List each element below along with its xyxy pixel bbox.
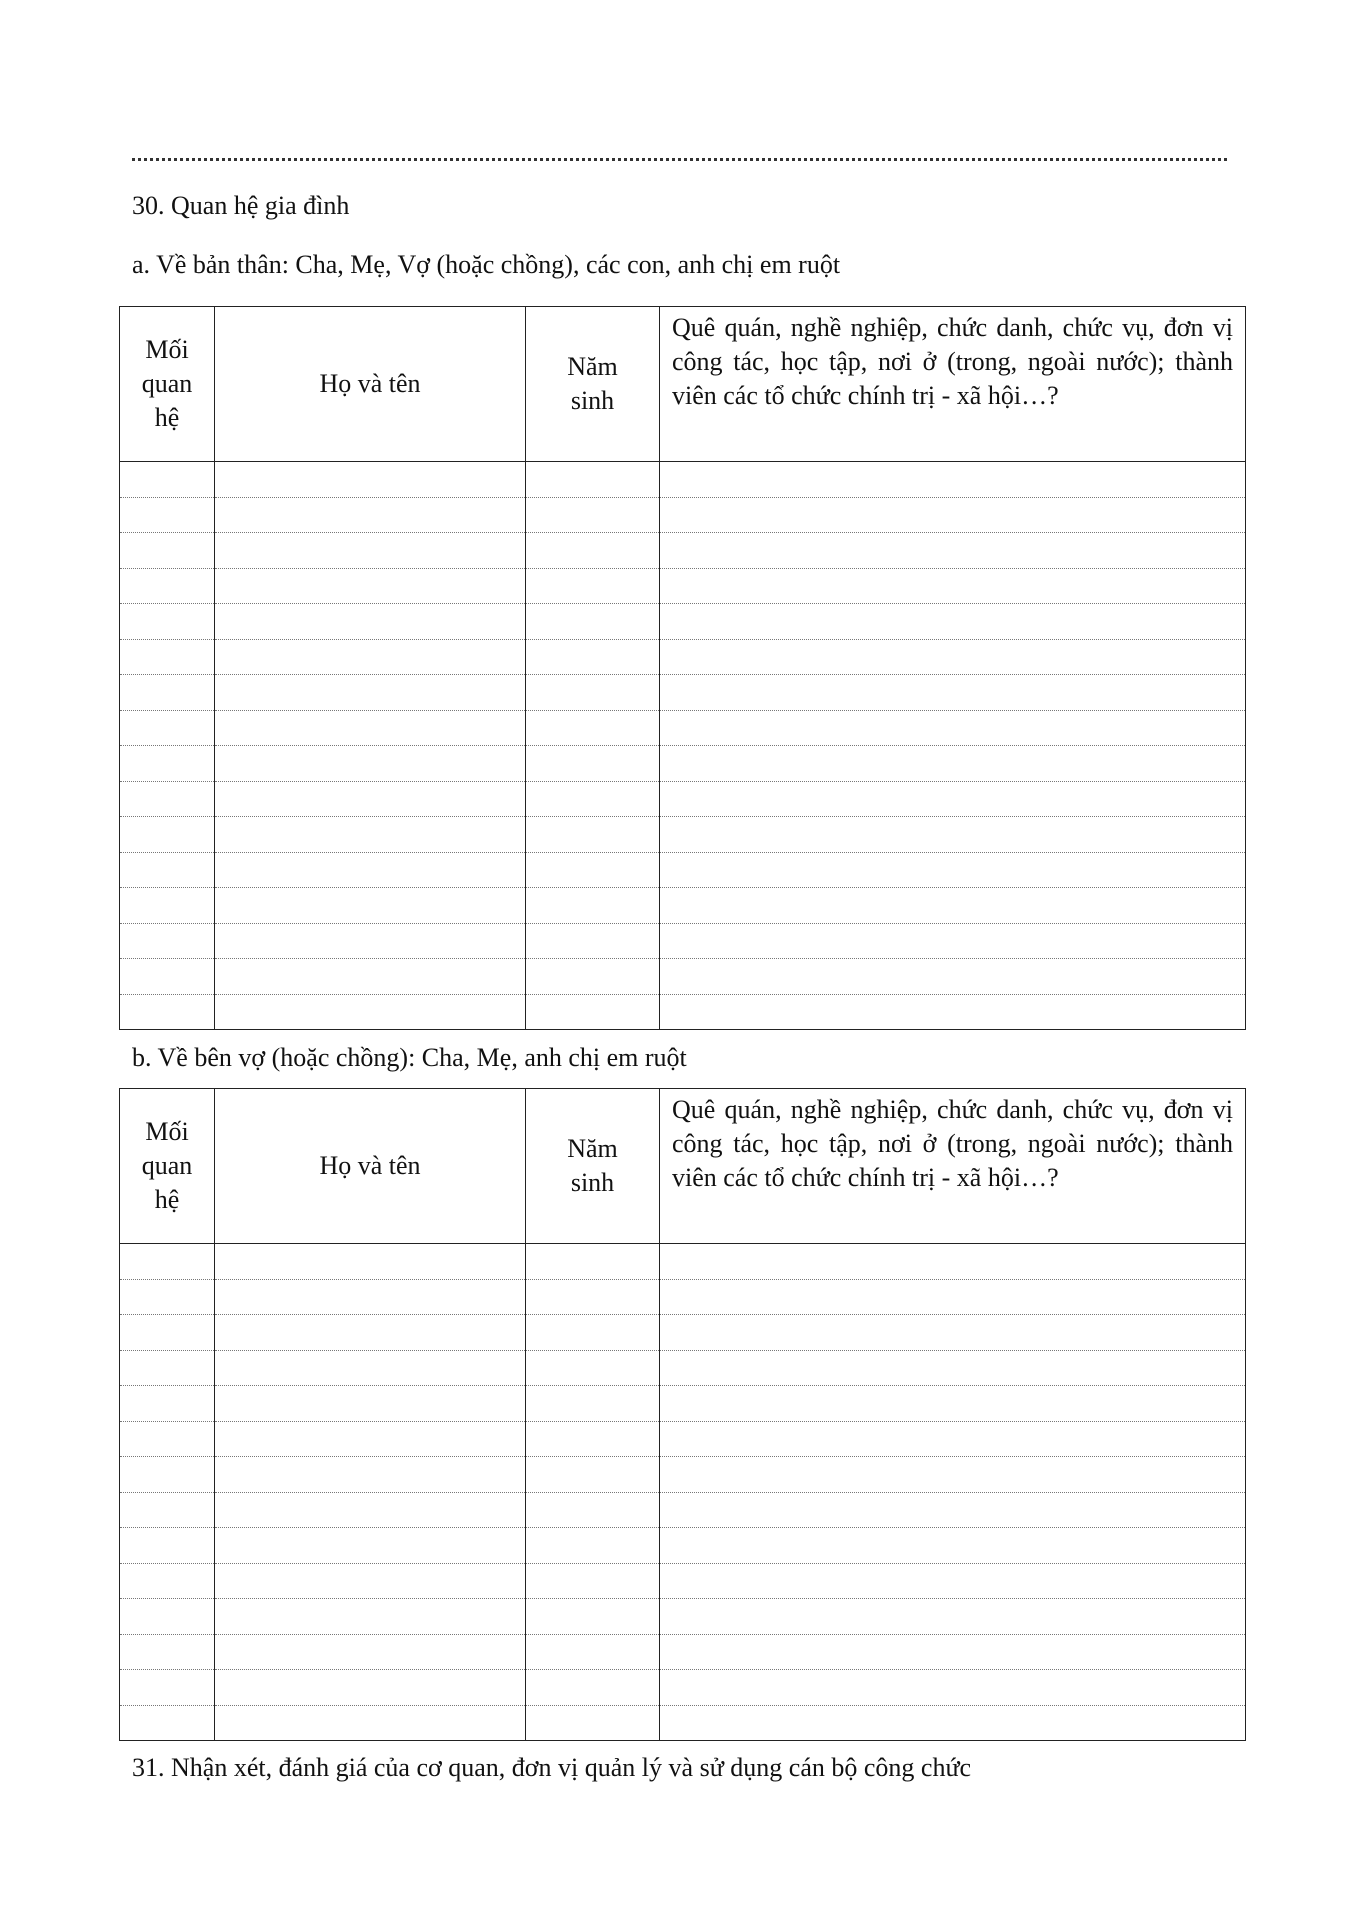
details-cell[interactable] — [660, 923, 1246, 959]
name-cell[interactable] — [215, 710, 526, 746]
details-cell[interactable] — [660, 746, 1246, 782]
relation-cell[interactable] — [120, 1670, 215, 1706]
name-cell[interactable] — [215, 1457, 526, 1493]
details-cell[interactable] — [660, 994, 1246, 1030]
name-cell[interactable] — [215, 1528, 526, 1564]
relation-cell[interactable] — [120, 604, 215, 640]
name-cell[interactable] — [215, 1634, 526, 1670]
table-row — [120, 959, 1246, 995]
birth-year-cell[interactable] — [526, 462, 660, 498]
name-cell[interactable] — [215, 888, 526, 924]
name-cell[interactable] — [215, 1244, 526, 1280]
birth-year-cell[interactable] — [526, 1492, 660, 1528]
name-cell[interactable] — [215, 462, 526, 498]
birth-year-cell[interactable] — [526, 1315, 660, 1351]
header-birth-year: Năm sinh — [526, 307, 660, 462]
name-cell[interactable] — [215, 1599, 526, 1635]
name-cell[interactable] — [215, 497, 526, 533]
birth-year-cell[interactable] — [526, 1457, 660, 1493]
table-row — [120, 817, 1246, 853]
details-cell[interactable] — [660, 533, 1246, 569]
relation-cell[interactable] — [120, 497, 215, 533]
name-cell[interactable] — [215, 1315, 526, 1351]
header-name: Họ và tên — [215, 307, 526, 462]
details-cell[interactable] — [660, 568, 1246, 604]
table-row — [120, 533, 1246, 569]
table-row — [120, 497, 1246, 533]
relation-cell[interactable] — [120, 1705, 215, 1741]
name-cell[interactable] — [215, 994, 526, 1030]
name-cell[interactable] — [215, 639, 526, 675]
table-row — [120, 639, 1246, 675]
table-row — [120, 1492, 1246, 1528]
details-cell[interactable] — [660, 1528, 1246, 1564]
relation-cell[interactable] — [120, 675, 215, 711]
table-header-row — [120, 1089, 1246, 1244]
dotted-separator-line — [132, 138, 1227, 161]
relation-cell[interactable] — [120, 1492, 215, 1528]
name-cell[interactable] — [215, 568, 526, 604]
details-cell[interactable] — [660, 1386, 1246, 1422]
table-row — [120, 1634, 1246, 1670]
birth-year-cell[interactable] — [526, 568, 660, 604]
birth-year-cell[interactable] — [526, 675, 660, 711]
birth-year-cell[interactable] — [526, 1634, 660, 1670]
header-relation: Mối quan hệ — [120, 307, 215, 462]
details-cell[interactable] — [660, 1457, 1246, 1493]
table-row — [120, 1315, 1246, 1351]
header-details: Quê quán, nghề nghiệp, chức danh, chức vụ, đơn vị công tác, học tập, nơi ở (trong, ngoài nước); thành viên các tổ chức chính trị - xã hội…? — [660, 1089, 1246, 1244]
header-name: Họ và tên — [215, 1089, 526, 1244]
birth-year-cell[interactable] — [526, 1279, 660, 1315]
birth-year-cell[interactable] — [526, 1350, 660, 1386]
birth-year-cell[interactable] — [526, 1386, 660, 1422]
relation-cell[interactable] — [120, 1599, 215, 1635]
table-row — [120, 1244, 1246, 1280]
relation-cell[interactable] — [120, 888, 215, 924]
birth-year-cell[interactable] — [526, 959, 660, 995]
details-cell[interactable] — [660, 1670, 1246, 1706]
table-row — [120, 1421, 1246, 1457]
name-cell[interactable] — [215, 1386, 526, 1422]
relation-cell[interactable] — [120, 1279, 215, 1315]
relation-cell[interactable] — [120, 533, 215, 569]
table-row — [120, 1599, 1246, 1635]
relation-cell[interactable] — [120, 923, 215, 959]
birth-year-cell[interactable] — [526, 533, 660, 569]
family-table-spouse — [119, 1088, 1246, 1741]
birth-year-cell[interactable] — [526, 888, 660, 924]
name-cell[interactable] — [215, 746, 526, 782]
birth-year-cell[interactable] — [526, 923, 660, 959]
table-body — [120, 462, 1246, 1030]
relation-cell[interactable] — [120, 1315, 215, 1351]
relation-cell[interactable] — [120, 1528, 215, 1564]
name-cell[interactable] — [215, 533, 526, 569]
name-cell[interactable] — [215, 675, 526, 711]
birth-year-cell[interactable] — [526, 817, 660, 853]
details-cell[interactable] — [660, 462, 1246, 498]
details-cell[interactable] — [660, 781, 1246, 817]
header-birth-year: Năm sinh — [526, 1089, 660, 1244]
relation-cell[interactable] — [120, 1457, 215, 1493]
header-relation: Mối quan hệ — [120, 1089, 215, 1244]
table-row — [120, 710, 1246, 746]
table-row — [120, 1705, 1246, 1741]
relation-cell[interactable] — [120, 852, 215, 888]
table-body — [120, 1244, 1246, 1741]
name-cell[interactable] — [215, 1705, 526, 1741]
relation-cell[interactable] — [120, 781, 215, 817]
table-row — [120, 1350, 1246, 1386]
birth-year-cell[interactable] — [526, 852, 660, 888]
birth-year-cell[interactable] — [526, 1421, 660, 1457]
table-row — [120, 568, 1246, 604]
details-cell[interactable] — [660, 675, 1246, 711]
table-row — [120, 1528, 1246, 1564]
details-cell[interactable] — [660, 604, 1246, 640]
details-cell[interactable] — [660, 852, 1246, 888]
table-row — [120, 1457, 1246, 1493]
details-cell[interactable] — [660, 1421, 1246, 1457]
birth-year-cell[interactable] — [526, 781, 660, 817]
name-cell[interactable] — [215, 1492, 526, 1528]
name-cell[interactable] — [215, 817, 526, 853]
table-row — [120, 852, 1246, 888]
details-cell[interactable] — [660, 959, 1246, 995]
table-row — [120, 675, 1246, 711]
relation-cell[interactable] — [120, 1244, 215, 1280]
name-cell[interactable] — [215, 781, 526, 817]
birth-year-cell[interactable] — [526, 639, 660, 675]
name-cell[interactable] — [215, 1350, 526, 1386]
relation-cell[interactable] — [120, 959, 215, 995]
relation-cell[interactable] — [120, 1634, 215, 1670]
relation-cell[interactable] — [120, 746, 215, 782]
relation-cell[interactable] — [120, 994, 215, 1030]
birth-year-cell[interactable] — [526, 1705, 660, 1741]
details-cell[interactable] — [660, 497, 1246, 533]
header-details: Quê quán, nghề nghiệp, chức danh, chức vụ, đơn vị công tác, học tập, nơi ở (trong, ngoài nước); thành viên các tổ chức chính trị - xã hội…? — [660, 307, 1246, 462]
details-cell[interactable] — [660, 1599, 1246, 1635]
details-cell[interactable] — [660, 1315, 1246, 1351]
relation-cell[interactable] — [120, 1563, 215, 1599]
relation-cell[interactable] — [120, 1386, 215, 1422]
relation-cell[interactable] — [120, 1350, 215, 1386]
name-cell[interactable] — [215, 1563, 526, 1599]
section-30a-title: a. Về bản thân: Cha, Mẹ, Vợ (hoặc chồng), các con, anh chị em ruột — [132, 250, 841, 279]
table-row — [120, 888, 1246, 924]
table-row — [120, 1563, 1246, 1599]
details-cell[interactable] — [660, 1705, 1246, 1741]
table-header-row — [120, 307, 1246, 462]
table-row — [120, 1279, 1246, 1315]
birth-year-cell[interactable] — [526, 1563, 660, 1599]
birth-year-cell[interactable] — [526, 604, 660, 640]
table-row — [120, 746, 1246, 782]
name-cell[interactable] — [215, 604, 526, 640]
birth-year-cell[interactable] — [526, 994, 660, 1030]
name-cell[interactable] — [215, 1421, 526, 1457]
birth-year-cell[interactable] — [526, 710, 660, 746]
table-row — [120, 462, 1246, 498]
table-row — [120, 923, 1246, 959]
birth-year-cell[interactable] — [526, 1670, 660, 1706]
table-row — [120, 994, 1246, 1030]
details-cell[interactable] — [660, 1634, 1246, 1670]
details-cell[interactable] — [660, 710, 1246, 746]
birth-year-cell[interactable] — [526, 1599, 660, 1635]
birth-year-cell[interactable] — [526, 1528, 660, 1564]
details-cell[interactable] — [660, 1279, 1246, 1315]
details-cell[interactable] — [660, 817, 1246, 853]
section-31-title: 31. Nhận xét, đánh giá của cơ quan, đơn vị quản lý và sử dụng cán bộ công chức — [132, 1753, 972, 1782]
details-cell[interactable] — [660, 888, 1246, 924]
relation-cell[interactable] — [120, 1421, 215, 1457]
relation-cell[interactable] — [120, 568, 215, 604]
name-cell[interactable] — [215, 959, 526, 995]
details-cell[interactable] — [660, 1492, 1246, 1528]
details-cell[interactable] — [660, 1350, 1246, 1386]
name-cell[interactable] — [215, 1670, 526, 1706]
table-row — [120, 781, 1246, 817]
relation-cell[interactable] — [120, 817, 215, 853]
relation-cell[interactable] — [120, 710, 215, 746]
birth-year-cell[interactable] — [526, 497, 660, 533]
details-cell[interactable] — [660, 639, 1246, 675]
birth-year-cell[interactable] — [526, 746, 660, 782]
details-cell[interactable] — [660, 1244, 1246, 1280]
table-row — [120, 604, 1246, 640]
family-table-self — [119, 306, 1246, 1030]
table-row — [120, 1670, 1246, 1706]
details-cell[interactable] — [660, 1563, 1246, 1599]
section-30-title: 30. Quan hệ gia đình — [132, 191, 350, 220]
relation-cell[interactable] — [120, 462, 215, 498]
relation-cell[interactable] — [120, 639, 215, 675]
name-cell[interactable] — [215, 1279, 526, 1315]
section-30b-title: b. Về bên vợ (hoặc chồng): Cha, Mẹ, anh chị em ruột — [132, 1043, 687, 1072]
table-row — [120, 1386, 1246, 1422]
name-cell[interactable] — [215, 923, 526, 959]
birth-year-cell[interactable] — [526, 1244, 660, 1280]
name-cell[interactable] — [215, 852, 526, 888]
